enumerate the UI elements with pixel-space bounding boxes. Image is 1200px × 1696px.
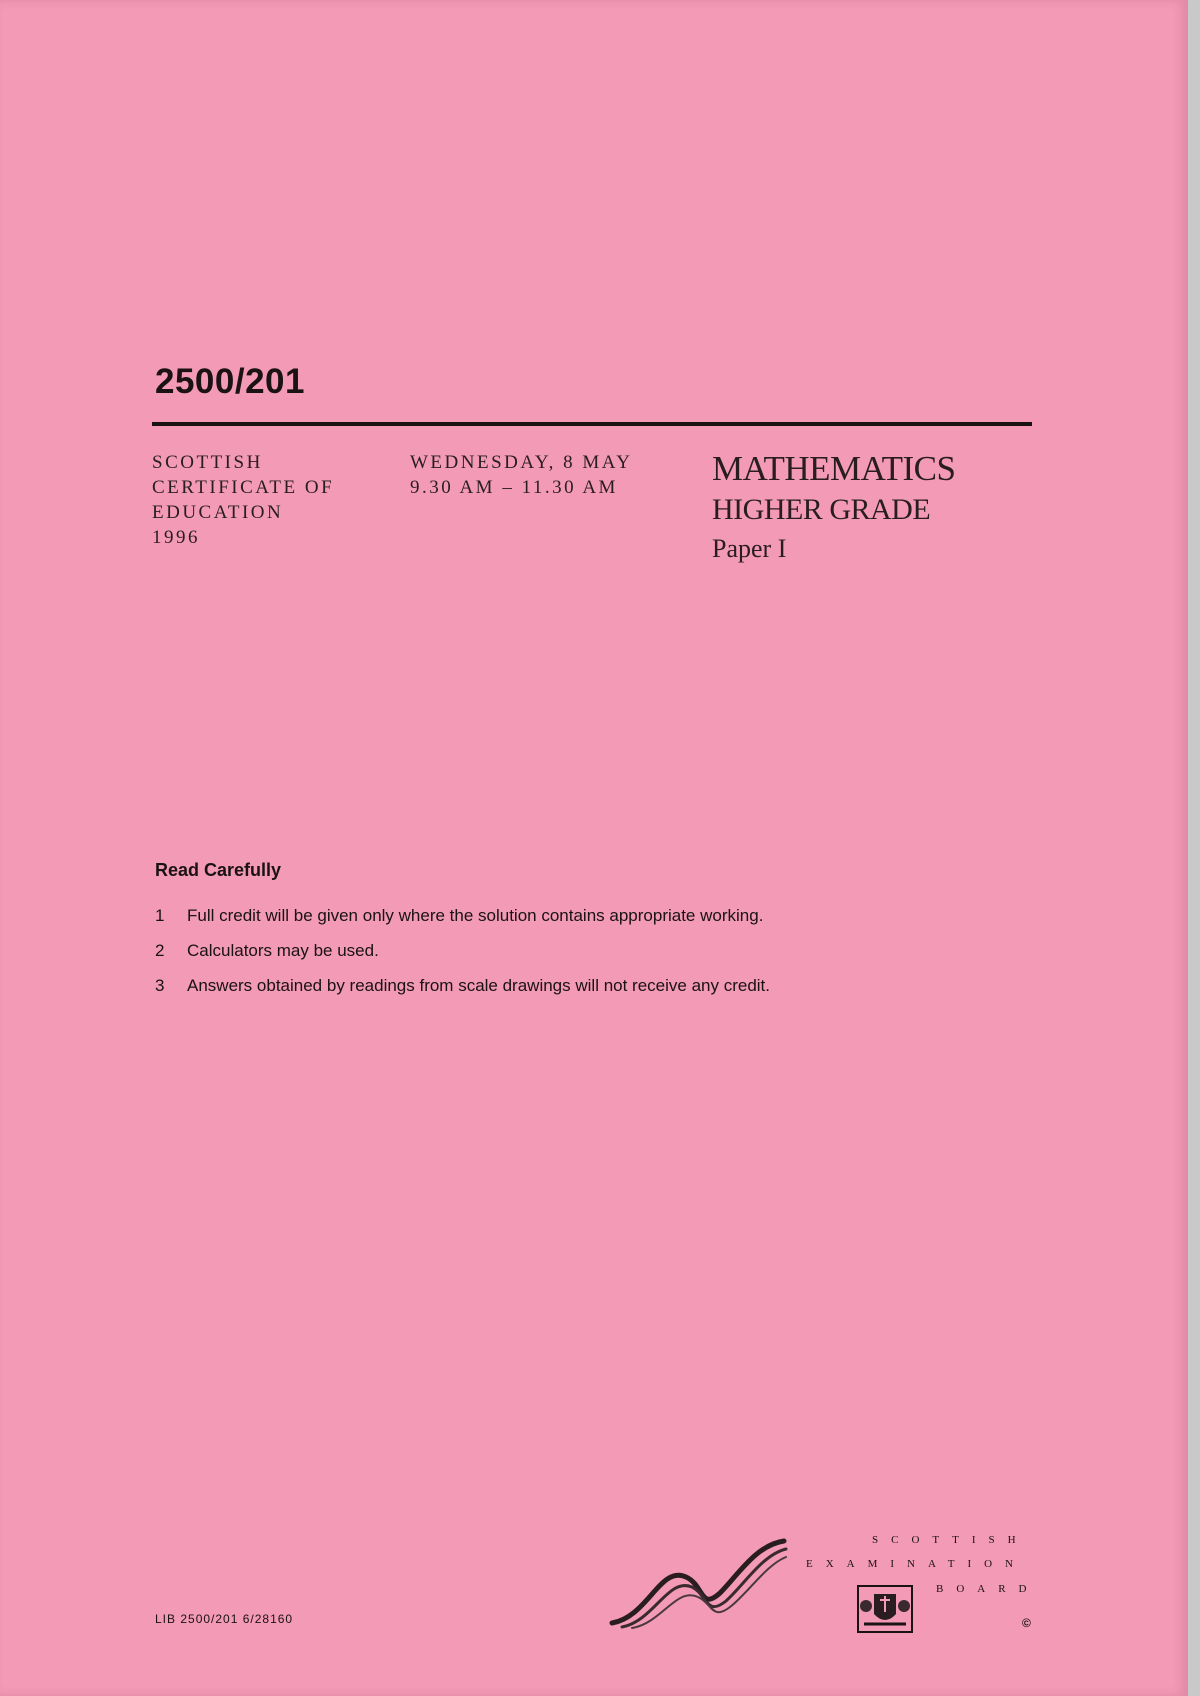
item-text: Answers obtained by readings from scale drawings will not receive any credit. [187, 976, 770, 995]
board-name-line: BOARD [936, 1583, 1040, 1595]
exam-schedule [410, 450, 632, 500]
instructions-heading: Read Carefully [155, 860, 282, 880]
page-edge [1188, 0, 1200, 1696]
list-item [155, 906, 770, 941]
paper-code: 2500/201 [155, 362, 305, 401]
certificate-year: 1996 [152, 527, 200, 548]
item-text: Full credit will be given only where the solution contains appropriate working. [187, 906, 764, 925]
item-number: 1 [155, 906, 165, 925]
item-number: 3 [155, 976, 165, 995]
item-text: Calculators may be used. [187, 941, 379, 960]
subject-title: MATHEMATICS [712, 449, 956, 488]
item-number: 2 [155, 941, 165, 960]
certificate-block [152, 450, 334, 550]
subject-grade: HIGHER GRADE [712, 493, 931, 526]
exam-time: 9.30 AM – 11.30 AM [410, 477, 618, 498]
copyright-symbol: © [1022, 1616, 1031, 1630]
subject-block [712, 448, 955, 568]
certificate-line: CERTIFICATE OF [152, 477, 335, 498]
board-name-line: EXAMINATION [806, 1558, 1026, 1570]
header-rule [152, 422, 1032, 426]
footer-reference: LIB 2500/201 6/28160 [155, 1612, 294, 1626]
exam-date: WEDNESDAY, 8 MAY [410, 452, 633, 473]
swoosh-logo-icon [608, 1525, 788, 1630]
instructions-list [155, 906, 770, 1011]
certificate-line: SCOTTISH [152, 452, 263, 473]
board-name-line: SCOTTISH [872, 1534, 1029, 1546]
board-crest-icon [856, 1584, 914, 1634]
certificate-line: EDUCATION [152, 502, 284, 523]
list-item [155, 976, 770, 1011]
list-item [155, 941, 770, 976]
paper-number: Paper I [712, 534, 787, 563]
